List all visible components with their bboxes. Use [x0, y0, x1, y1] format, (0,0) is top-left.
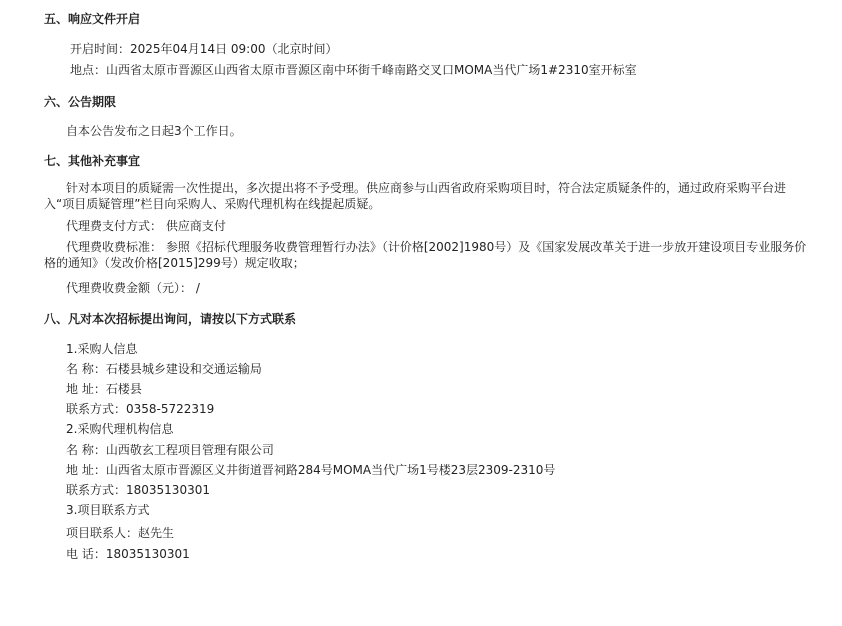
project-contact-header: 3.项目联系方式: [66, 503, 150, 517]
project-contact-person: 项目联系人：赵先生: [66, 526, 175, 540]
challenge-paragraph: 针对本项目的质疑需一次性提出，多次提出将不予受理。供应商参与山西省政府采购项目时，符合法定质疑条件的，通过政府采购平台进入“项目质疑管理”栏目向采购人、采购代理机构在线提起质疑。: [44, 181, 787, 211]
agency-fee-standard: 代理费收费标准： 参照《招标代理服务收费管理暂行办法》（计价格[2002]1980号）及《国家发展改革关于进一步放开建设项目专业服务价格的通知》（发改价格[2015]299号）规定收取；: [44, 240, 807, 270]
agency-contact: 联系方式：18035130301: [66, 483, 210, 497]
opening-location: 地点：山西省太原市晋源区山西省太原市晋源区南中环街千峰南路交叉口MOMA当代广场1#2310室开标室: [70, 63, 637, 77]
purchaser-name: 名 称：石楼县城乡建设和交通运输局: [66, 362, 262, 376]
section-heading-period: 六、公告期限: [44, 95, 117, 109]
purchaser-address: 地 址：石楼县: [66, 382, 142, 396]
purchaser-info-header: 1.采购人信息: [66, 342, 138, 356]
section-heading-contact: 八、凡对本次招标提出询问，请按以下方式联系: [44, 312, 297, 326]
section-heading-opening: 五、响应文件开启: [44, 12, 141, 26]
agency-address: 地 址：山西省太原市晋源区义井街道晋祠路284号MOMA当代广场1号楼23层2309-2310号: [66, 463, 556, 477]
agency-info-header: 2.采购代理机构信息: [66, 422, 174, 436]
agency-fee-payment: 代理费支付方式： 供应商支付: [66, 219, 226, 233]
project-contact-phone: 电 话：18035130301: [66, 547, 190, 561]
announcement-period: 自本公告发布之日起3个工作日。: [66, 124, 242, 138]
section-heading-supplementary: 七、其他补充事宜: [44, 154, 141, 168]
purchaser-contact: 联系方式：0358-5722319: [66, 402, 215, 416]
agency-name: 名 称：山西敬玄工程项目管理有限公司: [66, 443, 274, 457]
agency-fee-amount: 代理费收费金额（元）： /: [66, 281, 200, 295]
opening-time: 开启时间：2025年04月14日 09:00（北京时间）: [70, 42, 338, 56]
